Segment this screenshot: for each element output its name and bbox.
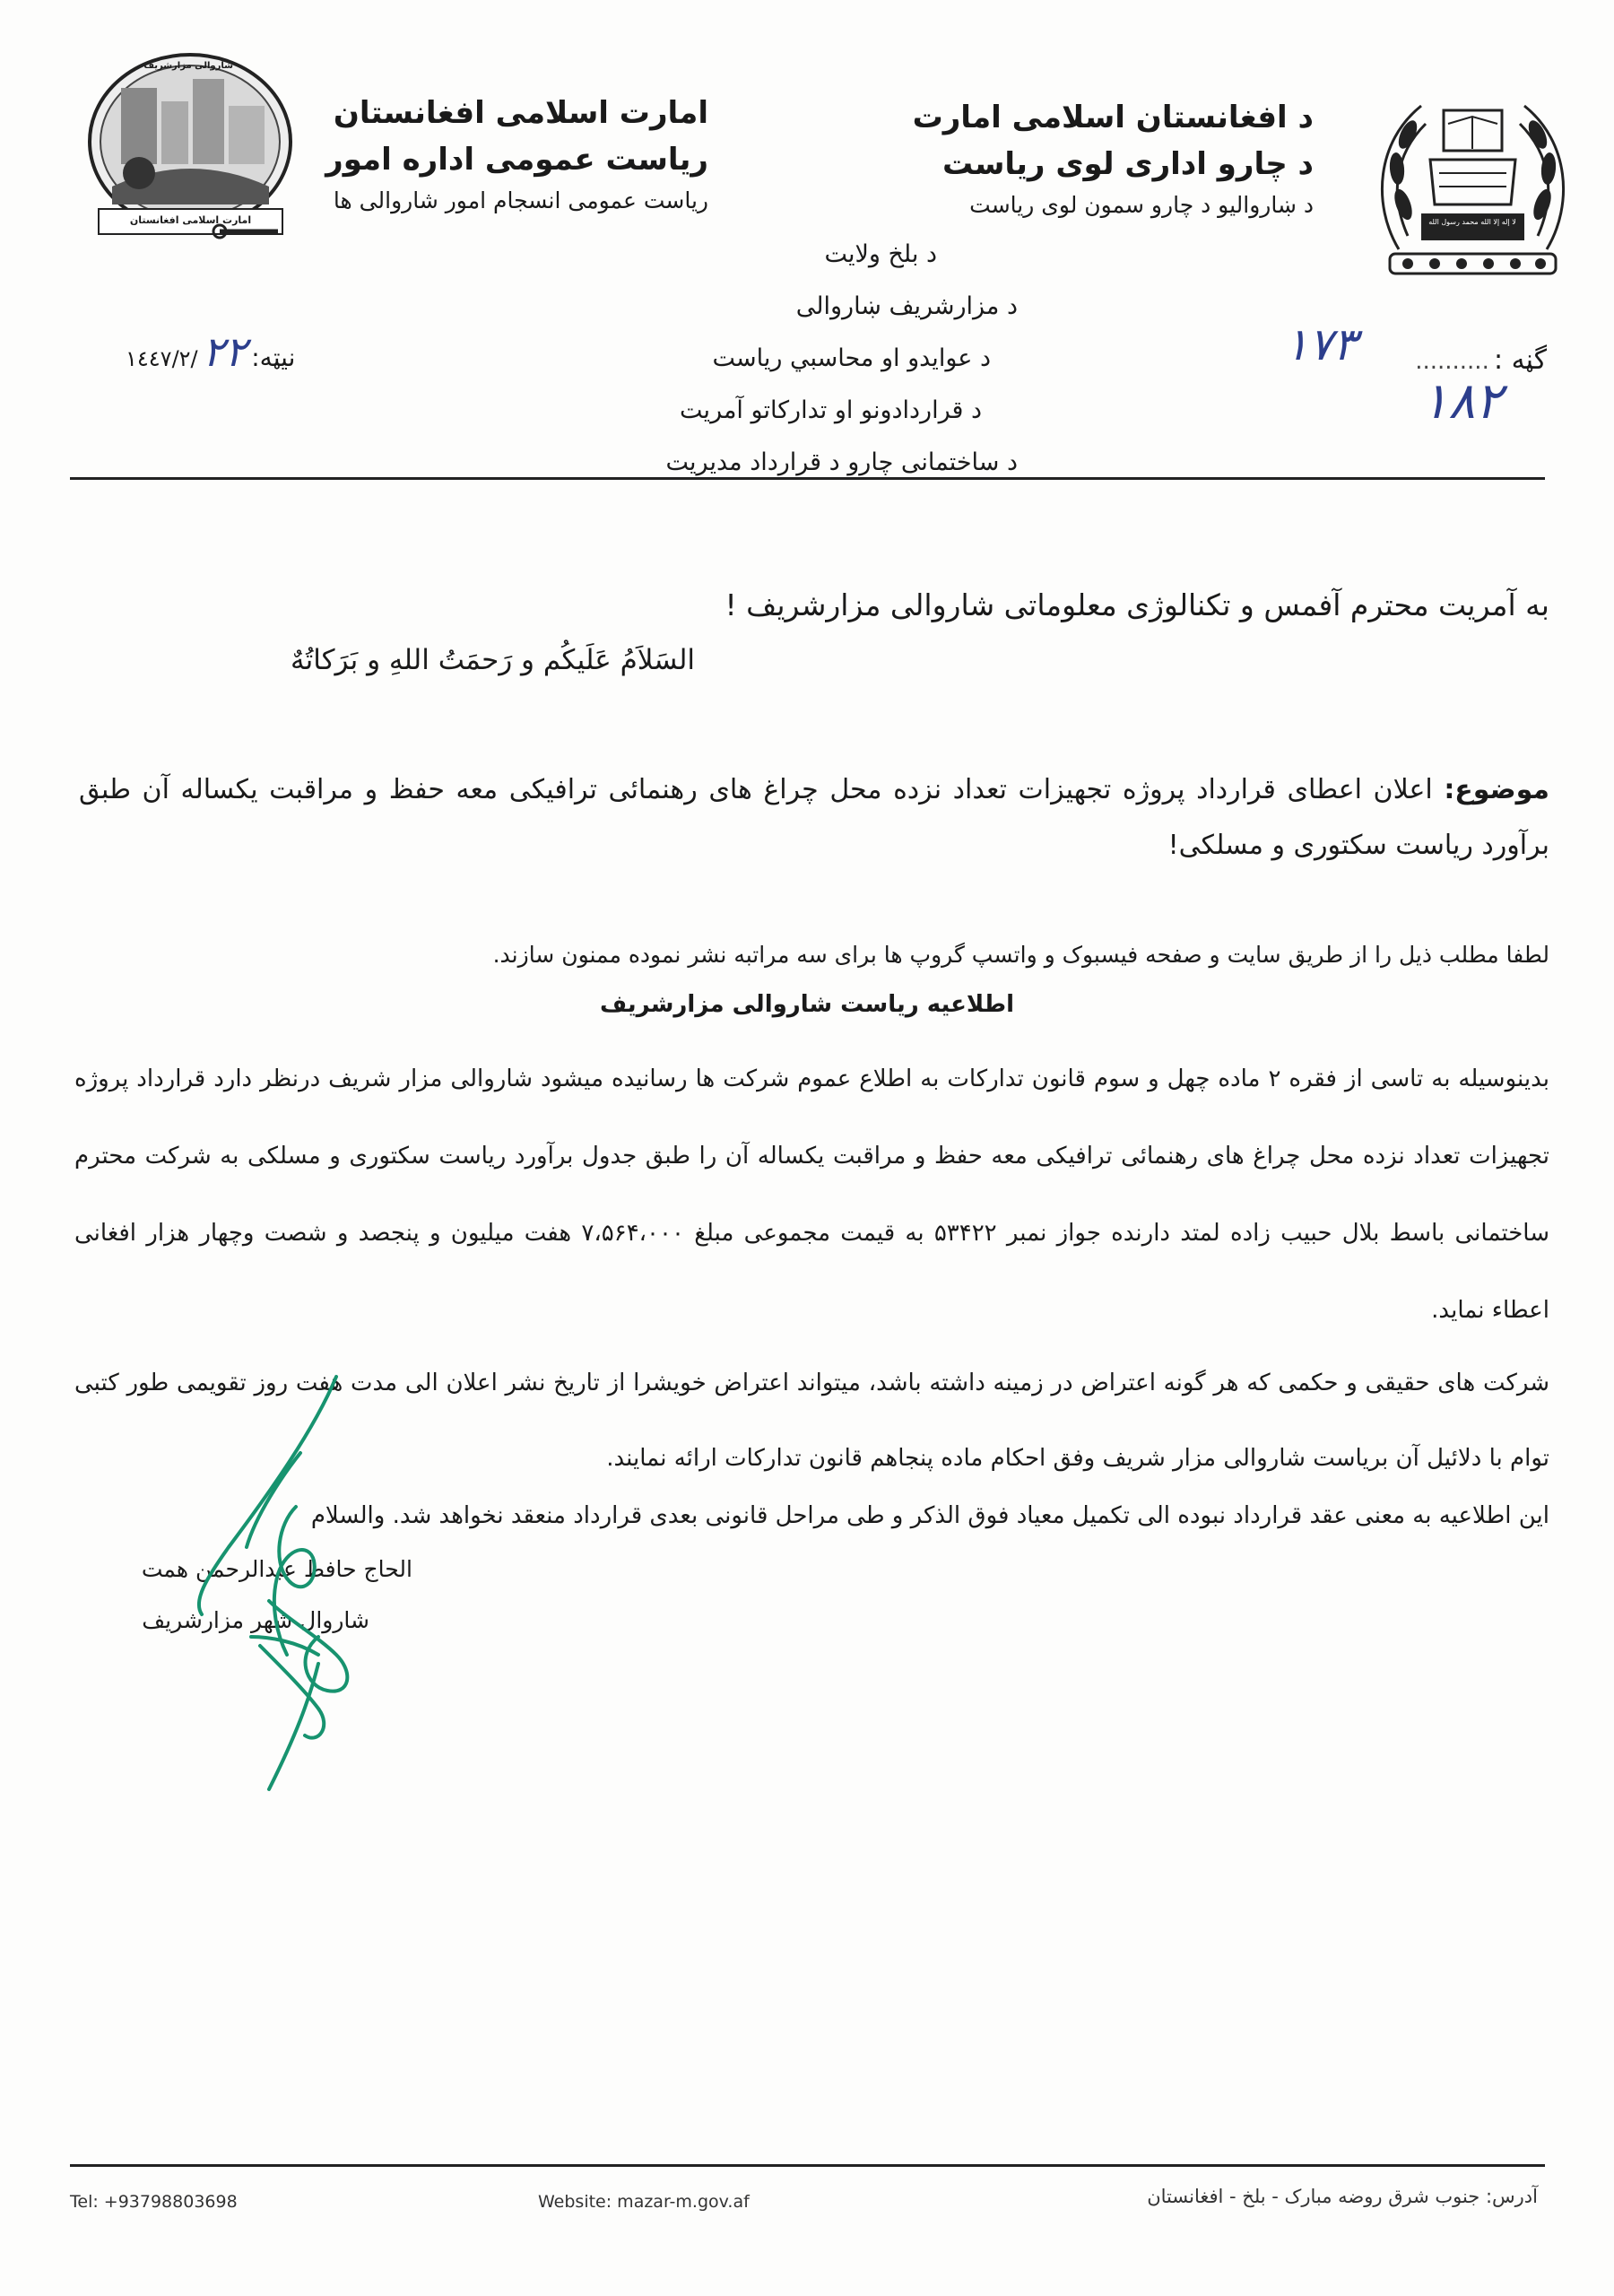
emirate-emblem xyxy=(1367,70,1578,290)
recipients-list xyxy=(480,229,1018,489)
notice-paragraph: شرکت های حقیقی و حکمی که هر گونه اعتراض در زمینه داشته باشد، میتواند اعتراض خویشرا از تاریخ نشر اعلان الی مدت هفت روز تقویمی طور کتبی توام با دلائیل آن بریاست شاروالی مزار شریف وفق احکام ماده پنجاهم قانون تدارکات ارائه نمایند. xyxy=(74,1370,1549,1472)
notice-paragraph: این اطلاعیه به معنی عقد قرارداد نبوده الی تکمیل معیاد فوق الذکر و طی مراحل قانونی بعدی قرارداد منعقد نخواهد شد. والسلام xyxy=(310,1502,1549,1529)
header-right-block xyxy=(913,94,1314,223)
number-handwritten: ١٧٣ xyxy=(1284,318,1358,370)
notice-title: اطلاعیه ریاست شاروالی مزارشریف xyxy=(599,991,1015,1018)
header-left-line-1: امارت اسلامی افغانستان xyxy=(333,95,708,131)
emblem-inscription: لا إله إلا الله محمد رسول الله xyxy=(1428,218,1516,226)
footer-address: آدرس: جنوب شرق روضه مبارک - بلخ - افغانستان xyxy=(1147,2186,1538,2207)
subject-text: اعلان اعطای قرارداد پروژه تجهیزات تعداد نزده محل چراغ های رهنمائی ترافیکی معه حفظ و مراقبت یکساله آن طبق برآورد ریاست سکتوری و مسلکی! xyxy=(79,774,1549,861)
date-rest: /١٤٤٧/٢ xyxy=(126,346,198,371)
signatory-title: شاروال شهر مزارشریف xyxy=(142,1607,369,1633)
handwritten-signature xyxy=(161,1368,395,1798)
municipality-seal xyxy=(85,52,296,245)
number-secondary-handwritten: ١٨٢ xyxy=(1421,372,1503,430)
subject xyxy=(79,762,1549,874)
subject-label: موضوع: xyxy=(1444,774,1549,805)
seal-bottom-text: امارت اسلامی افغانستان xyxy=(129,214,252,226)
header-left-line-3: ریاست عمومی انسجام امور شاروالی ها xyxy=(333,187,708,213)
recipient-line: د مزارشریف ښاروالی xyxy=(795,292,1018,320)
signatory-name: الحاج حافظ عبدالرحمن همت xyxy=(141,1556,412,1582)
number-dots: .......... xyxy=(1415,348,1489,375)
recipient-line: د قراردادونو او تدارکاتو آمریت xyxy=(680,396,982,424)
number-label: گڼه : xyxy=(1493,344,1547,376)
header-left-block xyxy=(325,90,708,219)
footer-website: Website: mazar-m.gov.af xyxy=(538,2192,750,2212)
notice-paragraph: بدینوسیله به تاسی از فقره ۲ ماده چهل و سوم قانون تدارکات به اطلاع عموم شرکت ها رسانیده میشود شاروالی مزار شریف درنظر دارد قرارداد پروژه تجهیزات تعداد نزده محل چراغ های رهنمائی ترافیکی معه حفظ و مراقبت یکساله آن را طبق جدول برآورد ریاست سکتوری و مسلکی به شرکت محترم ساختمانی باسط بلال حبیب زاده لمتد دارنده جواز نمبر ۵۳۴۲۲ به قیمت مجموعی مبلغ ۷،۵۶۴،۰۰۰ هفت میلیون و پنجصد و شصت وچهار هزار افغانی اعطاء نماید. xyxy=(74,1065,1549,1324)
header-right-line-1: د افغانستان اسلامی امارت xyxy=(912,100,1314,135)
reference-date xyxy=(126,327,295,376)
header-right-line-2: د چارو اداری لوی ریاست xyxy=(941,146,1314,182)
recipient-line: د عوایدو او محاسبي ریاست xyxy=(712,344,991,372)
date-label: نیټه: xyxy=(251,343,296,372)
addressee: به آمریت محترم آفمس و تکنالوژی معلوماتی شاروالی مزارشریف ! xyxy=(725,587,1549,622)
greeting: السَلاَمُ عَلَیکُم و رَحمَتُ اللهِ و بَرَکاتُهٌ xyxy=(291,644,695,676)
date-day-handwritten: ٢٢ xyxy=(202,327,247,376)
publication-request: لطفا مطلب ذیل را از طریق سایت و صفحه فیسبوک و واتسپ گروپ ها برای سه مراتبه نشر نموده ممنون سازند. xyxy=(492,942,1549,968)
header-right-line-3: د ښاروالیو د چارو سمون لوی ریاست xyxy=(969,192,1314,218)
recipient-line: د بلخ ولایت xyxy=(824,240,937,268)
header-left-line-2: ریاست عمومی اداره امور xyxy=(325,142,708,178)
header-divider xyxy=(70,477,1545,480)
seal-top-text: شاروالی مزارشریف xyxy=(143,61,233,71)
recipient-line: د ساختمانی چارو د قرارداد مدیریت xyxy=(665,448,1018,476)
footer-telephone: Tel: +93798803698 xyxy=(70,2192,238,2212)
footer-divider xyxy=(70,2164,1545,2167)
